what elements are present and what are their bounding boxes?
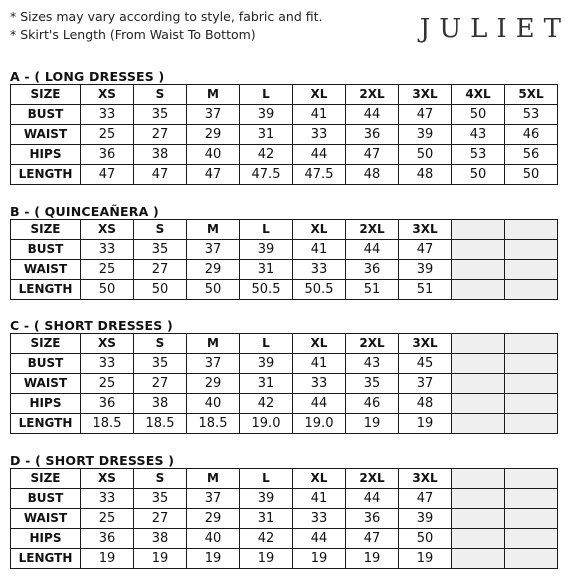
measurement-value: 40: [187, 394, 240, 414]
size-header-cell: 2XL: [346, 334, 399, 354]
measurement-value: 31: [240, 260, 293, 280]
measurement-value: 41: [293, 489, 346, 509]
measurement-value: 42: [240, 529, 293, 549]
measurement-value: 19: [81, 549, 134, 569]
size-header-cell: S: [134, 220, 187, 240]
measurement-value: 31: [240, 374, 293, 394]
measurement-value: [505, 354, 558, 374]
size-header-label: SIZE: [11, 469, 81, 489]
measurement-value: 36: [81, 145, 134, 165]
note-line: * Sizes may vary according to style, fabric and fit.: [10, 9, 323, 24]
section-title: A - ( LONG DRESSES ): [10, 69, 165, 84]
measurement-value: 39: [399, 509, 452, 529]
measurement-value: [505, 509, 558, 529]
size-header-cell: 2XL: [346, 469, 399, 489]
table-row: [11, 489, 558, 509]
measurement-value: 44: [293, 145, 346, 165]
size-header-label: SIZE: [11, 220, 81, 240]
size-header-cell: S: [134, 334, 187, 354]
measurement-value: 46: [505, 125, 558, 145]
measurement-value: 36: [346, 125, 399, 145]
measurement-value: 47: [399, 105, 452, 125]
size-header-cell: M: [187, 469, 240, 489]
measurement-value: 44: [293, 394, 346, 414]
measurement-value: 46: [346, 394, 399, 414]
measurement-label: HIPS: [11, 145, 81, 165]
measurement-value: 27: [134, 260, 187, 280]
measurement-value: 47.5: [293, 165, 346, 185]
measurement-label: WAIST: [11, 125, 81, 145]
size-header-cell: S: [134, 85, 187, 105]
measurement-value: [452, 260, 505, 280]
measurement-value: 39: [240, 489, 293, 509]
measurement-value: 50: [187, 280, 240, 300]
section-b-quinceanera: [10, 204, 558, 300]
measurement-value: 39: [240, 354, 293, 374]
measurement-value: 39: [399, 260, 452, 280]
size-header-cell: 3XL: [399, 469, 452, 489]
measurement-value: 50: [399, 145, 452, 165]
measurement-value: 41: [293, 240, 346, 260]
measurement-value: 29: [187, 509, 240, 529]
measurement-value: [505, 529, 558, 549]
measurement-value: 47: [346, 529, 399, 549]
measurement-value: [452, 529, 505, 549]
size-header-cell: 3XL: [399, 220, 452, 240]
measurement-value: [452, 414, 505, 434]
size-notes: [10, 8, 323, 44]
size-header-cell: L: [240, 334, 293, 354]
measurement-value: 38: [134, 394, 187, 414]
measurement-label: WAIST: [11, 509, 81, 529]
measurement-value: 35: [134, 240, 187, 260]
brand-logo: JULIET: [419, 14, 570, 44]
measurement-label: WAIST: [11, 260, 81, 280]
size-header-cell: 3XL: [399, 334, 452, 354]
measurement-value: 42: [240, 394, 293, 414]
header-row: [11, 85, 558, 105]
measurement-value: [505, 394, 558, 414]
measurement-value: 47: [134, 165, 187, 185]
measurement-value: [505, 260, 558, 280]
measurement-value: 18.5: [187, 414, 240, 434]
measurement-value: 35: [134, 489, 187, 509]
table-row: [11, 105, 558, 125]
measurement-value: 33: [81, 354, 134, 374]
measurement-value: 48: [399, 394, 452, 414]
measurement-value: 47: [346, 145, 399, 165]
measurement-label: LENGTH: [11, 165, 81, 185]
table-row: [11, 145, 558, 165]
measurement-value: 33: [81, 240, 134, 260]
table-row: [11, 414, 558, 434]
measurement-value: 35: [134, 105, 187, 125]
size-header-cell: XL: [293, 469, 346, 489]
measurement-value: 37: [187, 354, 240, 374]
size-header-cell: XS: [81, 334, 134, 354]
measurement-value: 33: [293, 374, 346, 394]
measurement-value: 19.0: [240, 414, 293, 434]
measurement-value: 50.5: [240, 280, 293, 300]
note-line: * Skirt's Length (From Waist To Bottom): [10, 27, 256, 42]
measurement-value: 45: [399, 354, 452, 374]
measurement-value: 50: [81, 280, 134, 300]
measurement-value: 27: [134, 509, 187, 529]
measurement-label: BUST: [11, 489, 81, 509]
size-header-cell: 2XL: [346, 85, 399, 105]
size-header-cell: 4XL: [452, 85, 505, 105]
measurement-value: 37: [187, 489, 240, 509]
size-header-cell: M: [187, 85, 240, 105]
measurement-value: [505, 489, 558, 509]
size-header-cell: L: [240, 469, 293, 489]
measurement-value: 27: [134, 374, 187, 394]
size-table: [10, 84, 558, 185]
measurement-value: 47: [399, 240, 452, 260]
section-d-short-dresses: [10, 453, 558, 569]
measurement-value: 40: [187, 529, 240, 549]
size-header-cell: M: [187, 334, 240, 354]
measurement-label: LENGTH: [11, 414, 81, 434]
measurement-value: 47: [187, 165, 240, 185]
table-row: [11, 509, 558, 529]
table-row: [11, 529, 558, 549]
size-header-cell: [452, 469, 505, 489]
measurement-value: 19: [187, 549, 240, 569]
size-header-cell: 3XL: [399, 85, 452, 105]
measurement-label: BUST: [11, 240, 81, 260]
measurement-value: 31: [240, 509, 293, 529]
measurement-label: WAIST: [11, 374, 81, 394]
header-row: [11, 469, 558, 489]
measurement-value: 35: [346, 374, 399, 394]
measurement-value: [452, 374, 505, 394]
measurement-label: BUST: [11, 354, 81, 374]
size-header-label: SIZE: [11, 85, 81, 105]
size-table: [10, 468, 558, 569]
measurement-value: 37: [187, 105, 240, 125]
measurement-value: 27: [134, 125, 187, 145]
measurement-value: 42: [240, 145, 293, 165]
measurement-value: 29: [187, 125, 240, 145]
size-table: [10, 333, 558, 434]
measurement-value: [505, 280, 558, 300]
measurement-value: 38: [134, 529, 187, 549]
measurement-value: 19.0: [293, 414, 346, 434]
measurement-value: 50: [452, 165, 505, 185]
measurement-value: 19: [399, 549, 452, 569]
measurement-value: 38: [134, 145, 187, 165]
size-table: [10, 219, 558, 300]
measurement-value: 29: [187, 260, 240, 280]
measurement-value: 19: [293, 549, 346, 569]
measurement-value: 41: [293, 354, 346, 374]
measurement-value: [505, 414, 558, 434]
measurement-value: 33: [81, 489, 134, 509]
measurement-value: 33: [81, 105, 134, 125]
measurement-value: 39: [240, 105, 293, 125]
size-header-cell: [452, 220, 505, 240]
measurement-value: 36: [346, 260, 399, 280]
size-header-cell: XL: [293, 220, 346, 240]
measurement-value: 40: [187, 145, 240, 165]
measurement-value: 19: [346, 414, 399, 434]
measurement-value: 43: [346, 354, 399, 374]
measurement-value: 35: [134, 354, 187, 374]
size-header-cell: S: [134, 469, 187, 489]
size-header-cell: [505, 220, 558, 240]
measurement-value: 33: [293, 125, 346, 145]
section-a-long-dresses: [10, 69, 558, 185]
size-header-cell: [452, 334, 505, 354]
section-c-short-dresses: [10, 318, 558, 434]
size-header-cell: XL: [293, 334, 346, 354]
size-header-cell: M: [187, 220, 240, 240]
table-row: [11, 125, 558, 145]
header-row: [11, 334, 558, 354]
measurement-label: HIPS: [11, 394, 81, 414]
measurement-value: 18.5: [81, 414, 134, 434]
size-header-cell: [505, 334, 558, 354]
measurement-value: 50: [452, 105, 505, 125]
measurement-label: LENGTH: [11, 280, 81, 300]
table-row: [11, 394, 558, 414]
measurement-value: 33: [293, 509, 346, 529]
measurement-value: 48: [346, 165, 399, 185]
measurement-value: 37: [399, 374, 452, 394]
table-row: [11, 280, 558, 300]
measurement-value: [452, 509, 505, 529]
measurement-value: 25: [81, 260, 134, 280]
measurement-value: 53: [452, 145, 505, 165]
measurement-value: 47: [81, 165, 134, 185]
section-title: C - ( SHORT DRESSES ): [10, 318, 173, 333]
measurement-value: [505, 374, 558, 394]
table-row: [11, 260, 558, 280]
size-header-cell: L: [240, 220, 293, 240]
measurement-value: 39: [240, 240, 293, 260]
measurement-value: 44: [346, 240, 399, 260]
measurement-value: 48: [399, 165, 452, 185]
measurement-value: 25: [81, 125, 134, 145]
measurement-value: 33: [293, 260, 346, 280]
measurement-value: 44: [346, 489, 399, 509]
measurement-value: 41: [293, 105, 346, 125]
measurement-value: 19: [399, 414, 452, 434]
measurement-value: [505, 549, 558, 569]
measurement-value: 43: [452, 125, 505, 145]
measurement-value: [452, 240, 505, 260]
measurement-value: 37: [187, 240, 240, 260]
measurement-value: [452, 394, 505, 414]
measurement-value: 19: [240, 549, 293, 569]
measurement-value: [505, 240, 558, 260]
measurement-value: 19: [134, 549, 187, 569]
measurement-label: HIPS: [11, 529, 81, 549]
measurement-value: 36: [81, 394, 134, 414]
measurement-value: 51: [399, 280, 452, 300]
measurement-value: 51: [346, 280, 399, 300]
size-header-cell: 2XL: [346, 220, 399, 240]
size-header-cell: L: [240, 85, 293, 105]
measurement-value: 47: [399, 489, 452, 509]
table-row: [11, 165, 558, 185]
measurement-value: 44: [293, 529, 346, 549]
table-row: [11, 354, 558, 374]
measurement-value: 19: [346, 549, 399, 569]
size-header-cell: XS: [81, 220, 134, 240]
measurement-value: 53: [505, 105, 558, 125]
measurement-value: 25: [81, 509, 134, 529]
measurement-value: 44: [346, 105, 399, 125]
measurement-value: 25: [81, 374, 134, 394]
size-header-cell: XL: [293, 85, 346, 105]
measurement-label: LENGTH: [11, 549, 81, 569]
measurement-value: 18.5: [134, 414, 187, 434]
measurement-value: [452, 280, 505, 300]
size-header-cell: XS: [81, 85, 134, 105]
measurement-label: BUST: [11, 105, 81, 125]
measurement-value: 50: [399, 529, 452, 549]
table-row: [11, 549, 558, 569]
header-row: [11, 220, 558, 240]
measurement-value: [452, 549, 505, 569]
size-header-label: SIZE: [11, 334, 81, 354]
measurement-value: 36: [346, 509, 399, 529]
size-header-cell: [505, 469, 558, 489]
measurement-value: 47.5: [240, 165, 293, 185]
size-header-cell: XS: [81, 469, 134, 489]
measurement-value: 29: [187, 374, 240, 394]
measurement-value: 50: [505, 165, 558, 185]
measurement-value: 56: [505, 145, 558, 165]
measurement-value: 31: [240, 125, 293, 145]
size-header-cell: 5XL: [505, 85, 558, 105]
measurement-value: 50.5: [293, 280, 346, 300]
section-title: D - ( SHORT DRESSES ): [10, 453, 175, 468]
section-title: B - ( QUINCEAÑERA ): [10, 204, 159, 219]
measurement-value: [452, 354, 505, 374]
measurement-value: 36: [81, 529, 134, 549]
table-row: [11, 374, 558, 394]
measurement-value: [452, 489, 505, 509]
measurement-value: 39: [399, 125, 452, 145]
measurement-value: 50: [134, 280, 187, 300]
table-row: [11, 240, 558, 260]
